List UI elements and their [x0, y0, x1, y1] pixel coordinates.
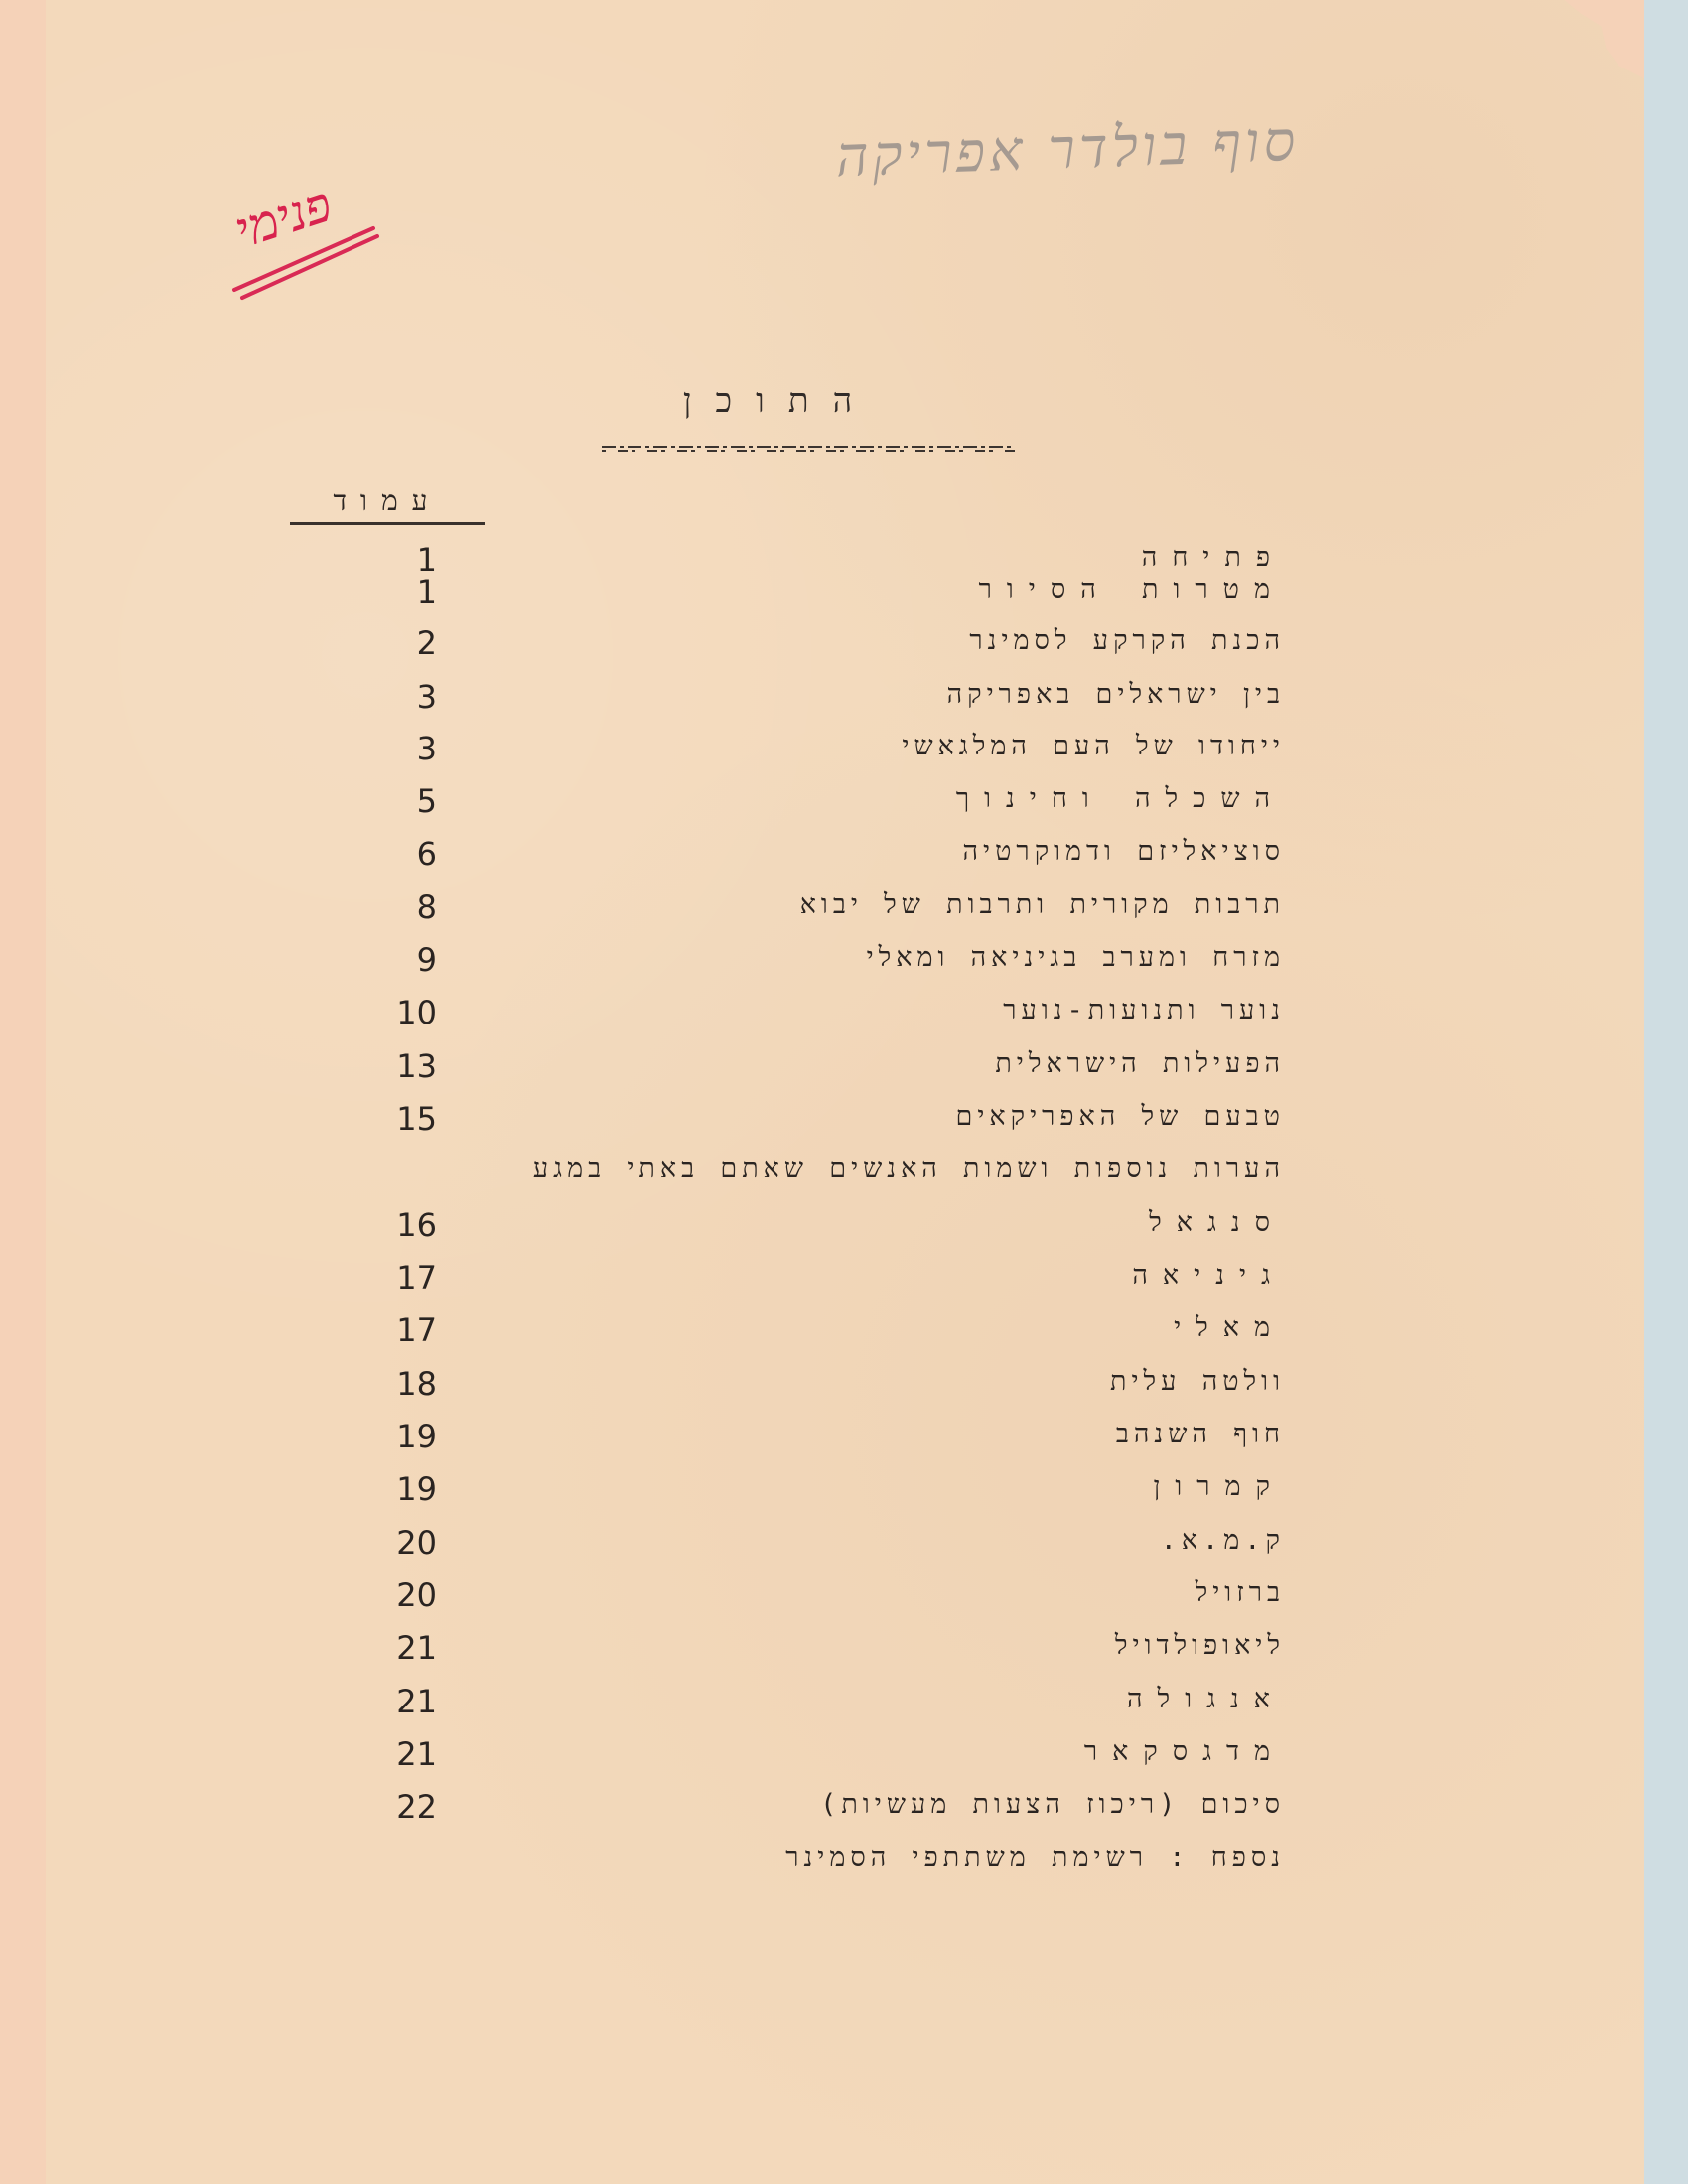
toc-item	[357, 625, 1301, 665]
toc-item	[357, 1366, 1301, 1406]
red-underline-mark	[230, 216, 381, 306]
toc-item-title: ייחודו של העם המלגאשי	[902, 731, 1285, 761]
toc-item-page: 21	[396, 1735, 437, 1773]
toc-item	[357, 942, 1301, 982]
toc-item	[357, 1419, 1301, 1458]
toc-item-page: 13	[396, 1047, 437, 1085]
toc-item-page: 17	[396, 1259, 437, 1297]
toc-item-title: בין ישראלים באפריקה	[946, 679, 1285, 710]
toc-item-title: מטרות הסיור	[978, 574, 1285, 605]
toc-item-title: מאלי	[1174, 1312, 1285, 1343]
toc-item-page: 17	[396, 1311, 437, 1349]
toc-item-title: סיכום (ריכוז הצעות מעשיות)	[820, 1789, 1285, 1820]
toc-item	[357, 574, 1301, 614]
toc-item-page: 1	[416, 541, 437, 579]
toc-item-page: 18	[396, 1365, 437, 1403]
toc-item-page: 3	[416, 678, 437, 716]
toc-item-page: 20	[396, 1576, 437, 1614]
toc-item	[357, 1471, 1301, 1511]
toc-item-page: 19	[396, 1418, 437, 1455]
toc-item	[357, 1101, 1301, 1141]
toc-item	[357, 1843, 1301, 1882]
toc-item-title: נספח : רשימת משתתפי הסמינר	[785, 1843, 1285, 1873]
toc-item-title: ק.מ.א.	[1160, 1525, 1285, 1556]
document-title: התוכן	[682, 381, 877, 421]
toc-item-title: הכנת הקרקע לסמינר	[969, 625, 1285, 656]
toc-item-title: הערות נוספות ושמות האנשים שאתם באתי במגע	[532, 1154, 1285, 1184]
toc-item-title: מזרח ומערב בגיניאה ומאלי	[866, 942, 1285, 973]
page-column-header: עמוד	[290, 484, 485, 525]
toc-item-title: אנגולה	[1127, 1684, 1285, 1714]
toc-item	[357, 1684, 1301, 1723]
toc-item-title: פתיחה	[1141, 542, 1285, 573]
toc-item-page: 21	[396, 1683, 437, 1720]
toc-item	[357, 1207, 1301, 1247]
toc-item-page: 19	[396, 1470, 437, 1508]
toc-item-page: 20	[396, 1524, 437, 1562]
toc-item-title: תרבות מקורית ותרבות של יבוא	[799, 889, 1285, 920]
title-rule	[602, 441, 1015, 457]
toc-item-title: חוף השנהב	[1115, 1419, 1285, 1449]
toc-item-page: 16	[396, 1206, 437, 1244]
handwritten-pencil-note: סוף בולדר אפריקה	[834, 108, 1301, 191]
toc-item-title: נוער ותנועות-נוער	[1003, 995, 1285, 1025]
toc-item-title: וולטה עלית	[1110, 1366, 1285, 1397]
toc-item-page: 1	[416, 573, 437, 611]
toc-item-page: 9	[416, 941, 437, 979]
toc-item-page: 8	[416, 888, 437, 926]
toc-item-title: ליאופולדויל	[1114, 1630, 1285, 1661]
toc-item	[357, 783, 1301, 823]
toc-item	[357, 1048, 1301, 1088]
toc-item	[357, 1736, 1301, 1776]
toc-item-title: הפעילות הישראלית	[995, 1048, 1285, 1079]
toc-item	[357, 1630, 1301, 1670]
toc-item	[357, 1154, 1301, 1193]
toc-item-page: 3	[416, 730, 437, 767]
toc-item	[357, 731, 1301, 770]
toc-item-title: מדגסקאר	[1083, 1736, 1285, 1767]
toc-item-title: ברזויל	[1195, 1577, 1285, 1608]
handwritten-red-mark: פנימי	[227, 175, 339, 260]
toc-item-page: 2	[416, 624, 437, 662]
toc-item-title: סנגאל	[1149, 1207, 1285, 1238]
toc-item-page: 21	[396, 1629, 437, 1667]
toc-item	[357, 1312, 1301, 1352]
toc-item-page: 10	[396, 994, 437, 1031]
toc-item	[357, 836, 1301, 876]
toc-item-page: 15	[396, 1100, 437, 1138]
toc-item	[357, 1577, 1301, 1617]
toc-item	[357, 1260, 1301, 1299]
toc-item	[357, 995, 1301, 1034]
toc-item	[357, 679, 1301, 719]
scan-background	[1644, 0, 1688, 2184]
toc-item	[357, 1789, 1301, 1829]
toc-item-title: קמרון	[1153, 1471, 1285, 1502]
toc-item-page: 22	[396, 1788, 437, 1826]
toc-item	[357, 889, 1301, 929]
toc-item-title: טבעם של האפריקאים	[955, 1101, 1285, 1132]
toc-item-title: סוציאליזם ודמוקרטיה	[962, 836, 1285, 867]
toc-item-title: השכלה וחינוך	[955, 783, 1285, 814]
toc-item	[357, 1525, 1301, 1565]
toc-item-page: 6	[416, 835, 437, 873]
toc-item-page: 5	[416, 782, 437, 820]
toc-item-title: גיניאה	[1132, 1260, 1285, 1291]
